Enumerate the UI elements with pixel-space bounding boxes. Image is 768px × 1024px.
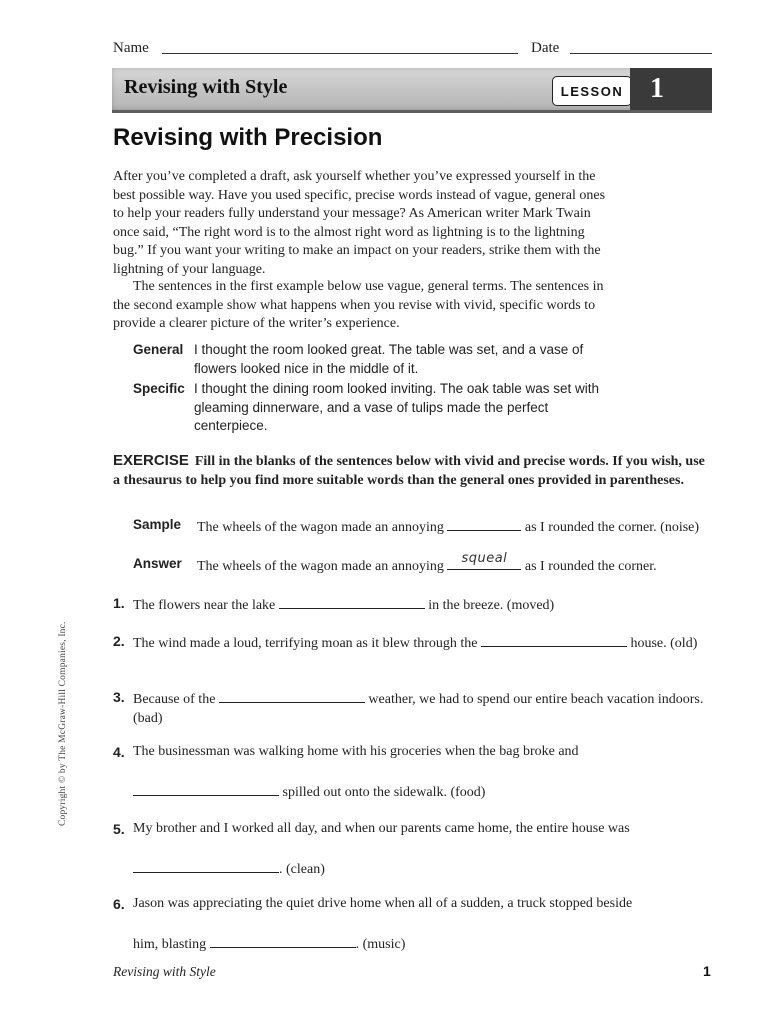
- answer-blank-input[interactable]: [279, 594, 425, 609]
- question-text: Because of the: [133, 692, 216, 707]
- banner-title: Revising with Style: [124, 76, 288, 98]
- sample-before: The wheels of the wagon made an annoying: [197, 520, 444, 535]
- question-text: . (clean): [279, 862, 325, 877]
- example-label: General: [133, 342, 184, 357]
- answer-label: Answer: [133, 556, 182, 571]
- question-2: [113, 632, 713, 670]
- question-number: 1.: [113, 595, 125, 611]
- answer-blank: [447, 550, 521, 570]
- question-text: weather, we had to spend our entire beach vacation indoors. (bad): [133, 692, 704, 726]
- answer-blank-input[interactable]: [210, 933, 356, 948]
- question-number: 5.: [113, 821, 125, 837]
- question-5: [113, 820, 713, 880]
- question-number: 2.: [113, 633, 125, 649]
- intro-paragraph-1: After you’ve completed a draft, ask yourself whether you’ve expressed yourself in the best possible way. Have you used specific, precise words instead of vague, general ones to help your readers fully understand your message? As American writer Mark Twain once said, “The right word is to the almost right word as lightning is to the lightning bug.” If you want your writing to make an impact on your readers, strike them with the lightning of your language.: [113, 169, 606, 277]
- copyright-notice: Copyright © by The McGraw-Hill Companies, Inc.: [58, 621, 68, 826]
- sample-blank: [447, 516, 521, 531]
- question-text: My brother and I worked all day, and when our parents came home, the entire house was: [133, 821, 630, 836]
- example-general: [133, 341, 613, 379]
- question-1: [113, 594, 713, 614]
- question-text: The flowers near the lake: [133, 598, 276, 613]
- question-number: 6.: [113, 896, 125, 912]
- answer-blank-input[interactable]: [219, 688, 365, 703]
- question-text: him, blasting: [133, 937, 207, 952]
- question-text: Jason was appreciating the quiet drive home when all of a sudden, a truck stopped beside: [133, 896, 633, 911]
- page-number: 1: [703, 963, 711, 979]
- date-field[interactable]: [570, 53, 712, 54]
- example-text: I thought the dining room looked inviting. The oak table was set with gleaming dinnerware, and a vase of tulips made the perfect centerpiece.: [194, 381, 599, 433]
- sample-after: as I rounded the corner. (noise): [524, 520, 700, 535]
- sample-label: Sample: [133, 517, 182, 532]
- lesson-badge: [552, 68, 712, 110]
- lesson-number: 1: [630, 68, 712, 110]
- example-label: Specific: [133, 381, 185, 396]
- question-3: [113, 688, 713, 726]
- example-specific: [133, 380, 613, 436]
- page-title: Revising with Precision: [113, 124, 383, 151]
- sample-row: [133, 516, 713, 554]
- answer-row: [133, 550, 713, 575]
- answer-blank-input[interactable]: [133, 858, 279, 873]
- answer-blank-input[interactable]: [481, 632, 627, 647]
- question-6: [113, 895, 713, 955]
- question-text: house. (old): [630, 636, 698, 651]
- date-label: Date: [531, 40, 560, 56]
- question-number: 3.: [113, 689, 125, 705]
- example-text: I thought the room looked great. The table was set, and a vase of flowers looked nice in the middle of it.: [194, 342, 584, 376]
- intro-paragraph-2: The sentences in the first example below use vague, general terms. The sentences in the second example show what happens when you revise with vivid, specific words to provide a clearer picture of the writer’s experience.: [113, 279, 604, 331]
- answer-blank-input[interactable]: [133, 781, 279, 796]
- question-text: spilled out onto the sidewalk. (food): [282, 785, 486, 800]
- question-text: The businessman was walking home with his groceries when the bag broke and: [133, 744, 579, 759]
- exercise-keyword: EXERCISE: [113, 452, 189, 469]
- name-label: Name: [113, 40, 149, 56]
- exercise-instructions: [113, 452, 711, 490]
- question-number: 4.: [113, 744, 125, 760]
- answer-before: The wheels of the wagon made an annoying: [197, 559, 444, 574]
- exercise-text: Fill in the blanks of the sentences below with vivid and precise words. If you wish, use a thesaurus to help you find more suitable words than the general ones provided in parentheses.: [113, 454, 705, 488]
- footer-section-title: Revising with Style: [113, 964, 216, 979]
- answer-filled-word: squeal: [461, 550, 508, 566]
- question-4: [113, 743, 713, 803]
- question-text: in the breeze. (moved): [428, 598, 555, 613]
- answer-after: as I rounded the corner.: [524, 559, 657, 574]
- question-text: . (music): [355, 937, 406, 952]
- question-text: The wind made a loud, terrifying moan as it blew through the: [133, 636, 478, 651]
- lesson-banner: [112, 68, 712, 113]
- name-field[interactable]: [162, 53, 518, 54]
- lesson-label: LESSON: [552, 76, 632, 106]
